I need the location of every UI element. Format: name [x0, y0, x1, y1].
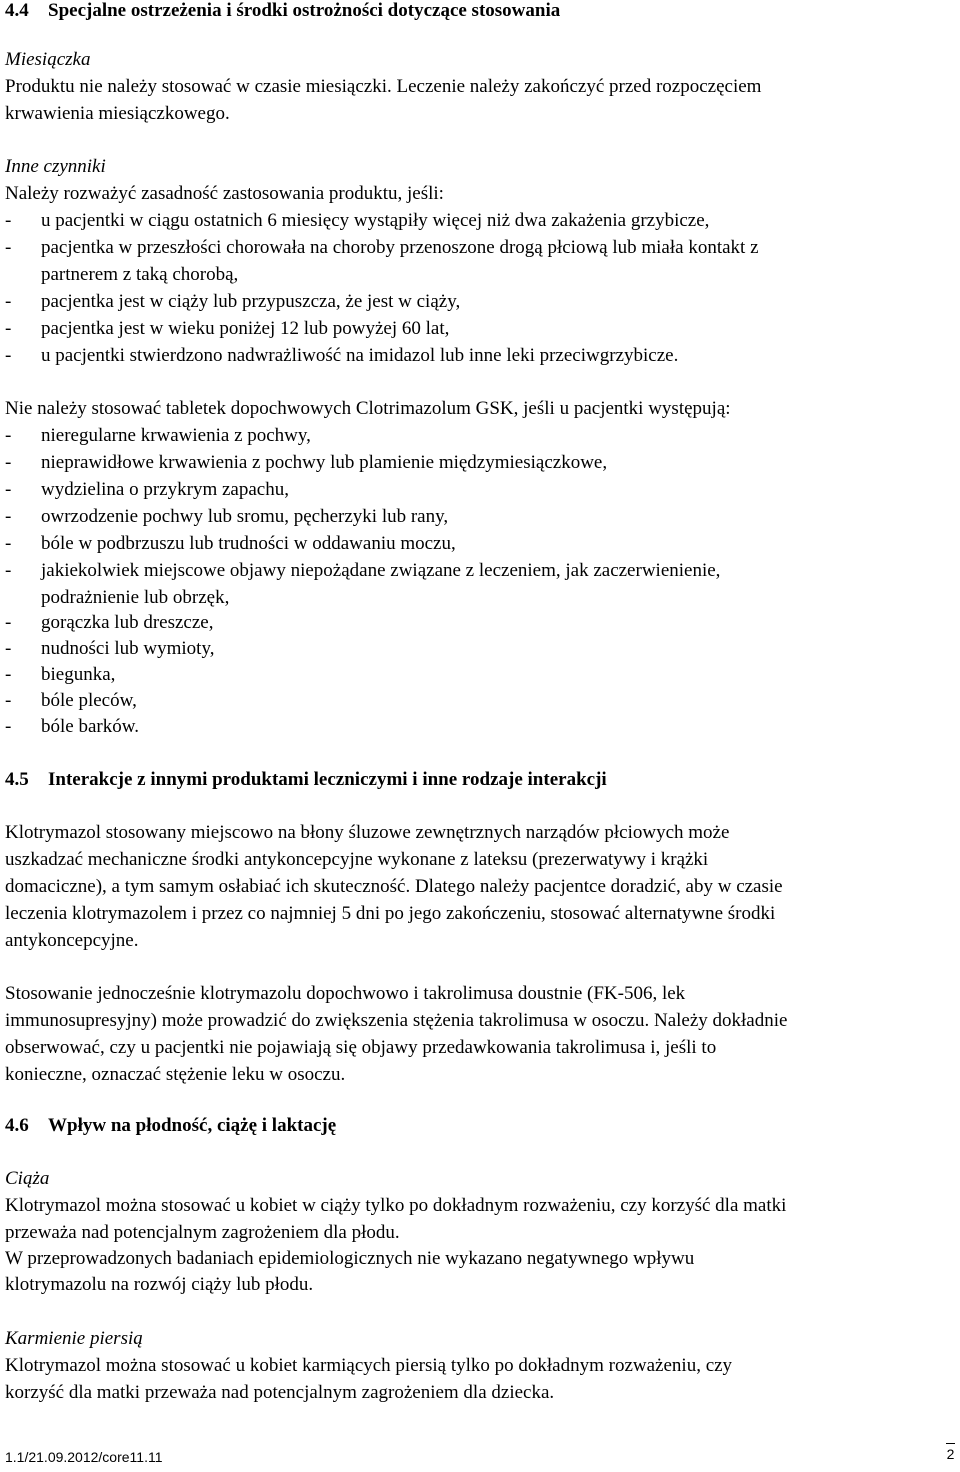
list-item [5, 662, 115, 688]
list-item [5, 610, 213, 636]
bullet-dash: - [5, 425, 12, 446]
pregnancy-subheading: Ciąża [5, 1168, 50, 1189]
paragraph-line: przeważa nad potencjalnym zagrożeniem dla płodu. [5, 1222, 400, 1243]
list-item [5, 450, 607, 476]
bullet-dash: - [5, 291, 12, 312]
list-item [5, 558, 720, 584]
breastfeeding-subheading: Karmienie piersią [5, 1328, 143, 1349]
list-item [5, 235, 759, 261]
paragraph-line: leczenia klotrymazolem i przez co najmniej 5 dni po jego zakończeniu, stosować alternatywne środki [5, 903, 776, 924]
paragraph-line: W przeprowadzonych badaniach epidemiologicznych nie wykazano negatywnego wpływu [5, 1248, 695, 1269]
bullet-dash: - [5, 612, 12, 633]
list-item [5, 423, 311, 449]
list-item-text: jakiekolwiek miejscowe objawy niepożądane związane z leczeniem, jak zaczerwienienie, [41, 560, 721, 581]
paragraph-line: obserwować, czy u pacjentki nie pojawiają się objawy przedawkowania takrolimusa i, jeśli to [5, 1037, 717, 1058]
bullet-dash: - [5, 479, 12, 500]
list-item-text: bóle pleców, [41, 690, 137, 711]
list-item-text: bóle w podbrzuszu lub trudności w oddawaniu moczu, [41, 533, 456, 554]
paragraph-line: Klotrymazol stosowany miejscowo na błony śluzowe zewnętrznych narządów płciowych może [5, 822, 730, 843]
list-item-text: gorączka lub dreszcze, [41, 612, 214, 633]
list-item [5, 208, 709, 234]
paragraph-line: Stosowanie jednocześnie klotrymazolu dopochwowo i takrolimusa doustnie (FK-506, lek [5, 983, 686, 1004]
paragraph-line: Klotrymazol można stosować u kobiet karmiących piersią tylko po dokładnym rozważeniu, czy [5, 1355, 733, 1376]
bullet-dash: - [5, 237, 12, 258]
section-number: 4.4 [5, 0, 29, 21]
menses-subheading: Miesiączka [5, 49, 91, 70]
list-item [5, 636, 214, 662]
list-item [5, 289, 460, 315]
bullet-dash: - [5, 716, 12, 737]
list-item-continuation: podrażnienie lub obrzęk, [41, 587, 230, 608]
paragraph-line: konieczne, oznaczać stężenie leku w osoczu. [5, 1064, 346, 1085]
section-number: 4.6 [5, 1115, 29, 1136]
list-item-text: owrzodzenie pochwy lub sromu, pęcherzyki lub rany, [41, 506, 449, 527]
bullet-dash: - [5, 210, 12, 231]
bullet-dash: - [5, 318, 12, 339]
bullet-dash: - [5, 560, 12, 581]
list-item-text: pacjentka jest w wieku poniżej 12 lub powyżej 60 lat, [41, 318, 450, 339]
list-item-text: bóle barków. [41, 716, 139, 737]
footer-document-code: 1.1/21.09.2012/core11.11 [5, 1449, 163, 1465]
paragraph-line: klotrymazolu na rozwój ciąży lub płodu. [5, 1274, 314, 1295]
footer-page-number [946, 1443, 955, 1462]
list-item [5, 531, 456, 557]
section-title: Interakcje z innymi produktami leczniczymi i inne rodzaje interakcji [48, 769, 607, 790]
page-number-rule [946, 1443, 955, 1444]
list-item-text: wydzielina o przykrym zapachu, [41, 479, 289, 500]
bullet-dash: - [5, 533, 12, 554]
section-4-6-heading [5, 1113, 336, 1139]
paragraph-line: korzyść dla matki przeważa nad potencjalnym zagrożeniem dla dziecka. [5, 1382, 555, 1403]
list-item [5, 714, 139, 740]
bullet-dash: - [5, 664, 12, 685]
other-factors-subheading: Inne czynniki [5, 156, 106, 177]
list-item-text: u pacjentki stwierdzono nadwrażliwość na imidazol lub inne leki przeciwgrzybicze. [41, 345, 679, 366]
paragraph-line: Należy rozważyć zasadność zastosowania produktu, jeśli: [5, 183, 444, 204]
section-4-5-heading [5, 767, 607, 793]
paragraph-line: immunosupresyjny) może prowadzić do zwiększenia stężenia takrolimusa w osoczu. Należy dokładnie [5, 1010, 788, 1031]
list-item [5, 316, 449, 342]
paragraph-line: Produktu nie należy stosować w czasie miesiączki. Leczenie należy zakończyć przed rozpoczęciem [5, 76, 762, 97]
paragraph-line: Nie należy stosować tabletek dopochwowych Clotrimazolum GSK, jeśli u pacjentki występują: [5, 398, 731, 419]
list-item-text: pacjentka jest w ciąży lub przypuszcza, że jest w ciąży, [41, 291, 461, 312]
bullet-dash: - [5, 452, 12, 473]
list-item-continuation: partnerem z taką chorobą, [41, 264, 239, 285]
paragraph-line: krwawienia miesiączkowego. [5, 103, 230, 124]
section-title: Wpływ na płodność, ciążę i laktację [48, 1115, 337, 1136]
list-item-text: nieregularne krwawienia z pochwy, [41, 425, 311, 446]
bullet-dash: - [5, 690, 12, 711]
page-number: 2 [946, 1446, 955, 1462]
list-item [5, 477, 289, 503]
bullet-dash: - [5, 345, 12, 366]
list-item-text: u pacjentki w ciągu ostatnich 6 miesięcy wystąpiły więcej niż dwa zakażenia grzybicze, [41, 210, 710, 231]
list-item [5, 343, 678, 369]
list-item-text: pacjentka w przeszłości chorowała na choroby przenoszone drogą płciową lub miała kontakt z [41, 237, 759, 258]
section-title: Specjalne ostrzeżenia i środki ostrożności dotyczące stosowania [48, 0, 561, 21]
section-number: 4.5 [5, 769, 29, 790]
list-item [5, 688, 137, 714]
list-item-text: biegunka, [41, 664, 116, 685]
paragraph-line: domaciczne), a tym samym osłabiać ich skuteczność. Dlatego należy pacjentce doradzić, aby w czasie [5, 876, 783, 897]
paragraph-line: uszkadzać mechaniczne środki antykoncepcyjne wykonane z lateksu (prezerwatywy i krążki [5, 849, 709, 870]
paragraph-line: Klotrymazol można stosować u kobiet w ciąży tylko po dokładnym rozważeniu, czy korzyść dla matki [5, 1195, 787, 1216]
bullet-dash: - [5, 506, 12, 527]
bullet-dash: - [5, 638, 12, 659]
paragraph-line: antykoncepcyjne. [5, 930, 139, 951]
section-4-4-heading [5, 0, 560, 24]
list-item [5, 504, 448, 530]
list-item-text: nieprawidłowe krwawienia z pochwy lub plamienie międzymiesiączkowe, [41, 452, 608, 473]
list-item-text: nudności lub wymioty, [41, 638, 215, 659]
